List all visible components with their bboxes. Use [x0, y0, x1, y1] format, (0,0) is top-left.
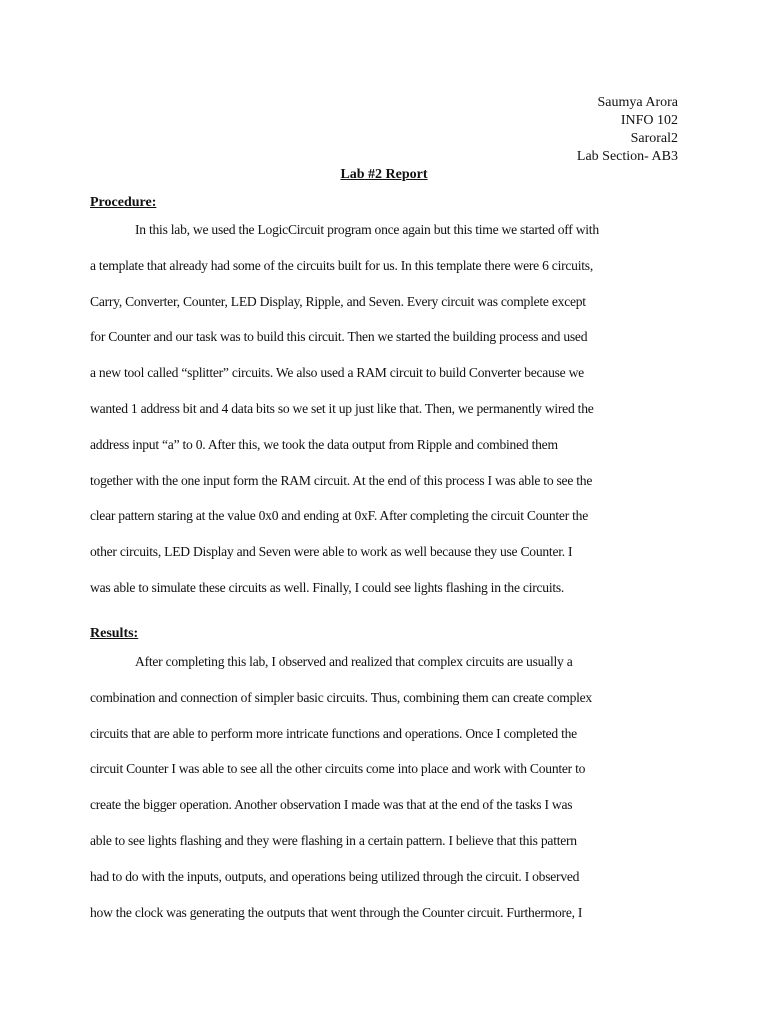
paragraph-line: address input “a” to 0. After this, we took the data output from Ripple and combined them: [90, 436, 558, 452]
paragraph-line: a new tool called “splitter” circuits. We also used a RAM circuit to build Converter because we: [90, 365, 584, 381]
paragraph-line: clear pattern staring at the value 0x0 and ending at 0xF. After completing the circuit Counter the: [90, 508, 588, 524]
paragraph-line: able to see lights flashing and they were flashing in a certain pattern. I believe that this pattern: [90, 832, 577, 848]
paragraph-line: had to do with the inputs, outputs, and operations being utilized through the circuit. I observed: [90, 868, 580, 884]
paragraph-line: other circuits, LED Display and Seven were able to work as well because they use Counter. I: [90, 544, 573, 560]
lab-section: Lab Section- AB3: [576, 149, 678, 164]
results-paragraph: [90, 644, 680, 930]
paragraph-line: was able to simulate these circuits as well. Finally, I could see lights flashing in the circuits.: [90, 579, 565, 595]
paragraph-line: together with the one input form the RAM circuit. At the end of this process I was able to see the: [90, 472, 593, 488]
procedure-heading: Procedure:: [90, 195, 157, 210]
paragraph-line: how the clock was generating the outputs that went through the Counter circuit. Furthermore, I: [90, 904, 583, 920]
results-heading: Results:: [90, 626, 139, 641]
course-code: INFO 102: [620, 113, 678, 128]
paragraph-line: circuit Counter I was able to see all the other circuits come into place and work with Counter to: [90, 761, 586, 777]
author-name: Saumya Arora: [597, 95, 678, 110]
paragraph-line: combination and connection of simpler basic circuits. Thus, combining them can create complex: [90, 689, 592, 705]
paragraph-line: create the bigger operation. Another observation I made was that at the end of the tasks I was: [90, 797, 573, 813]
paragraph-line: circuits that are able to perform more intricate functions and operations. Once I completed the: [90, 725, 577, 741]
paragraph-line: a template that already had some of the circuits built for us. In this template there were 6 circuits,: [90, 257, 593, 273]
student-netid: Saroral2: [630, 131, 678, 146]
procedure-paragraph: [90, 212, 680, 606]
paragraph-line: for Counter and our task was to build this circuit. Then we started the building process and used: [90, 329, 588, 345]
paragraph-line: After completing this lab, I observed and realized that complex circuits are usually a: [135, 654, 573, 669]
report-title: Lab #2 Report: [340, 167, 428, 182]
paragraph-line: In this lab, we used the LogicCircuit program once again but this time we started off with: [135, 222, 599, 237]
paragraph-line: wanted 1 address bit and 4 data bits so we set it up just like that. Then, we permanently wired the: [90, 400, 594, 416]
paragraph-line: Carry, Converter, Counter, LED Display, Ripple, and Seven. Every circuit was complete except: [90, 293, 586, 309]
author-header: [577, 94, 678, 166]
